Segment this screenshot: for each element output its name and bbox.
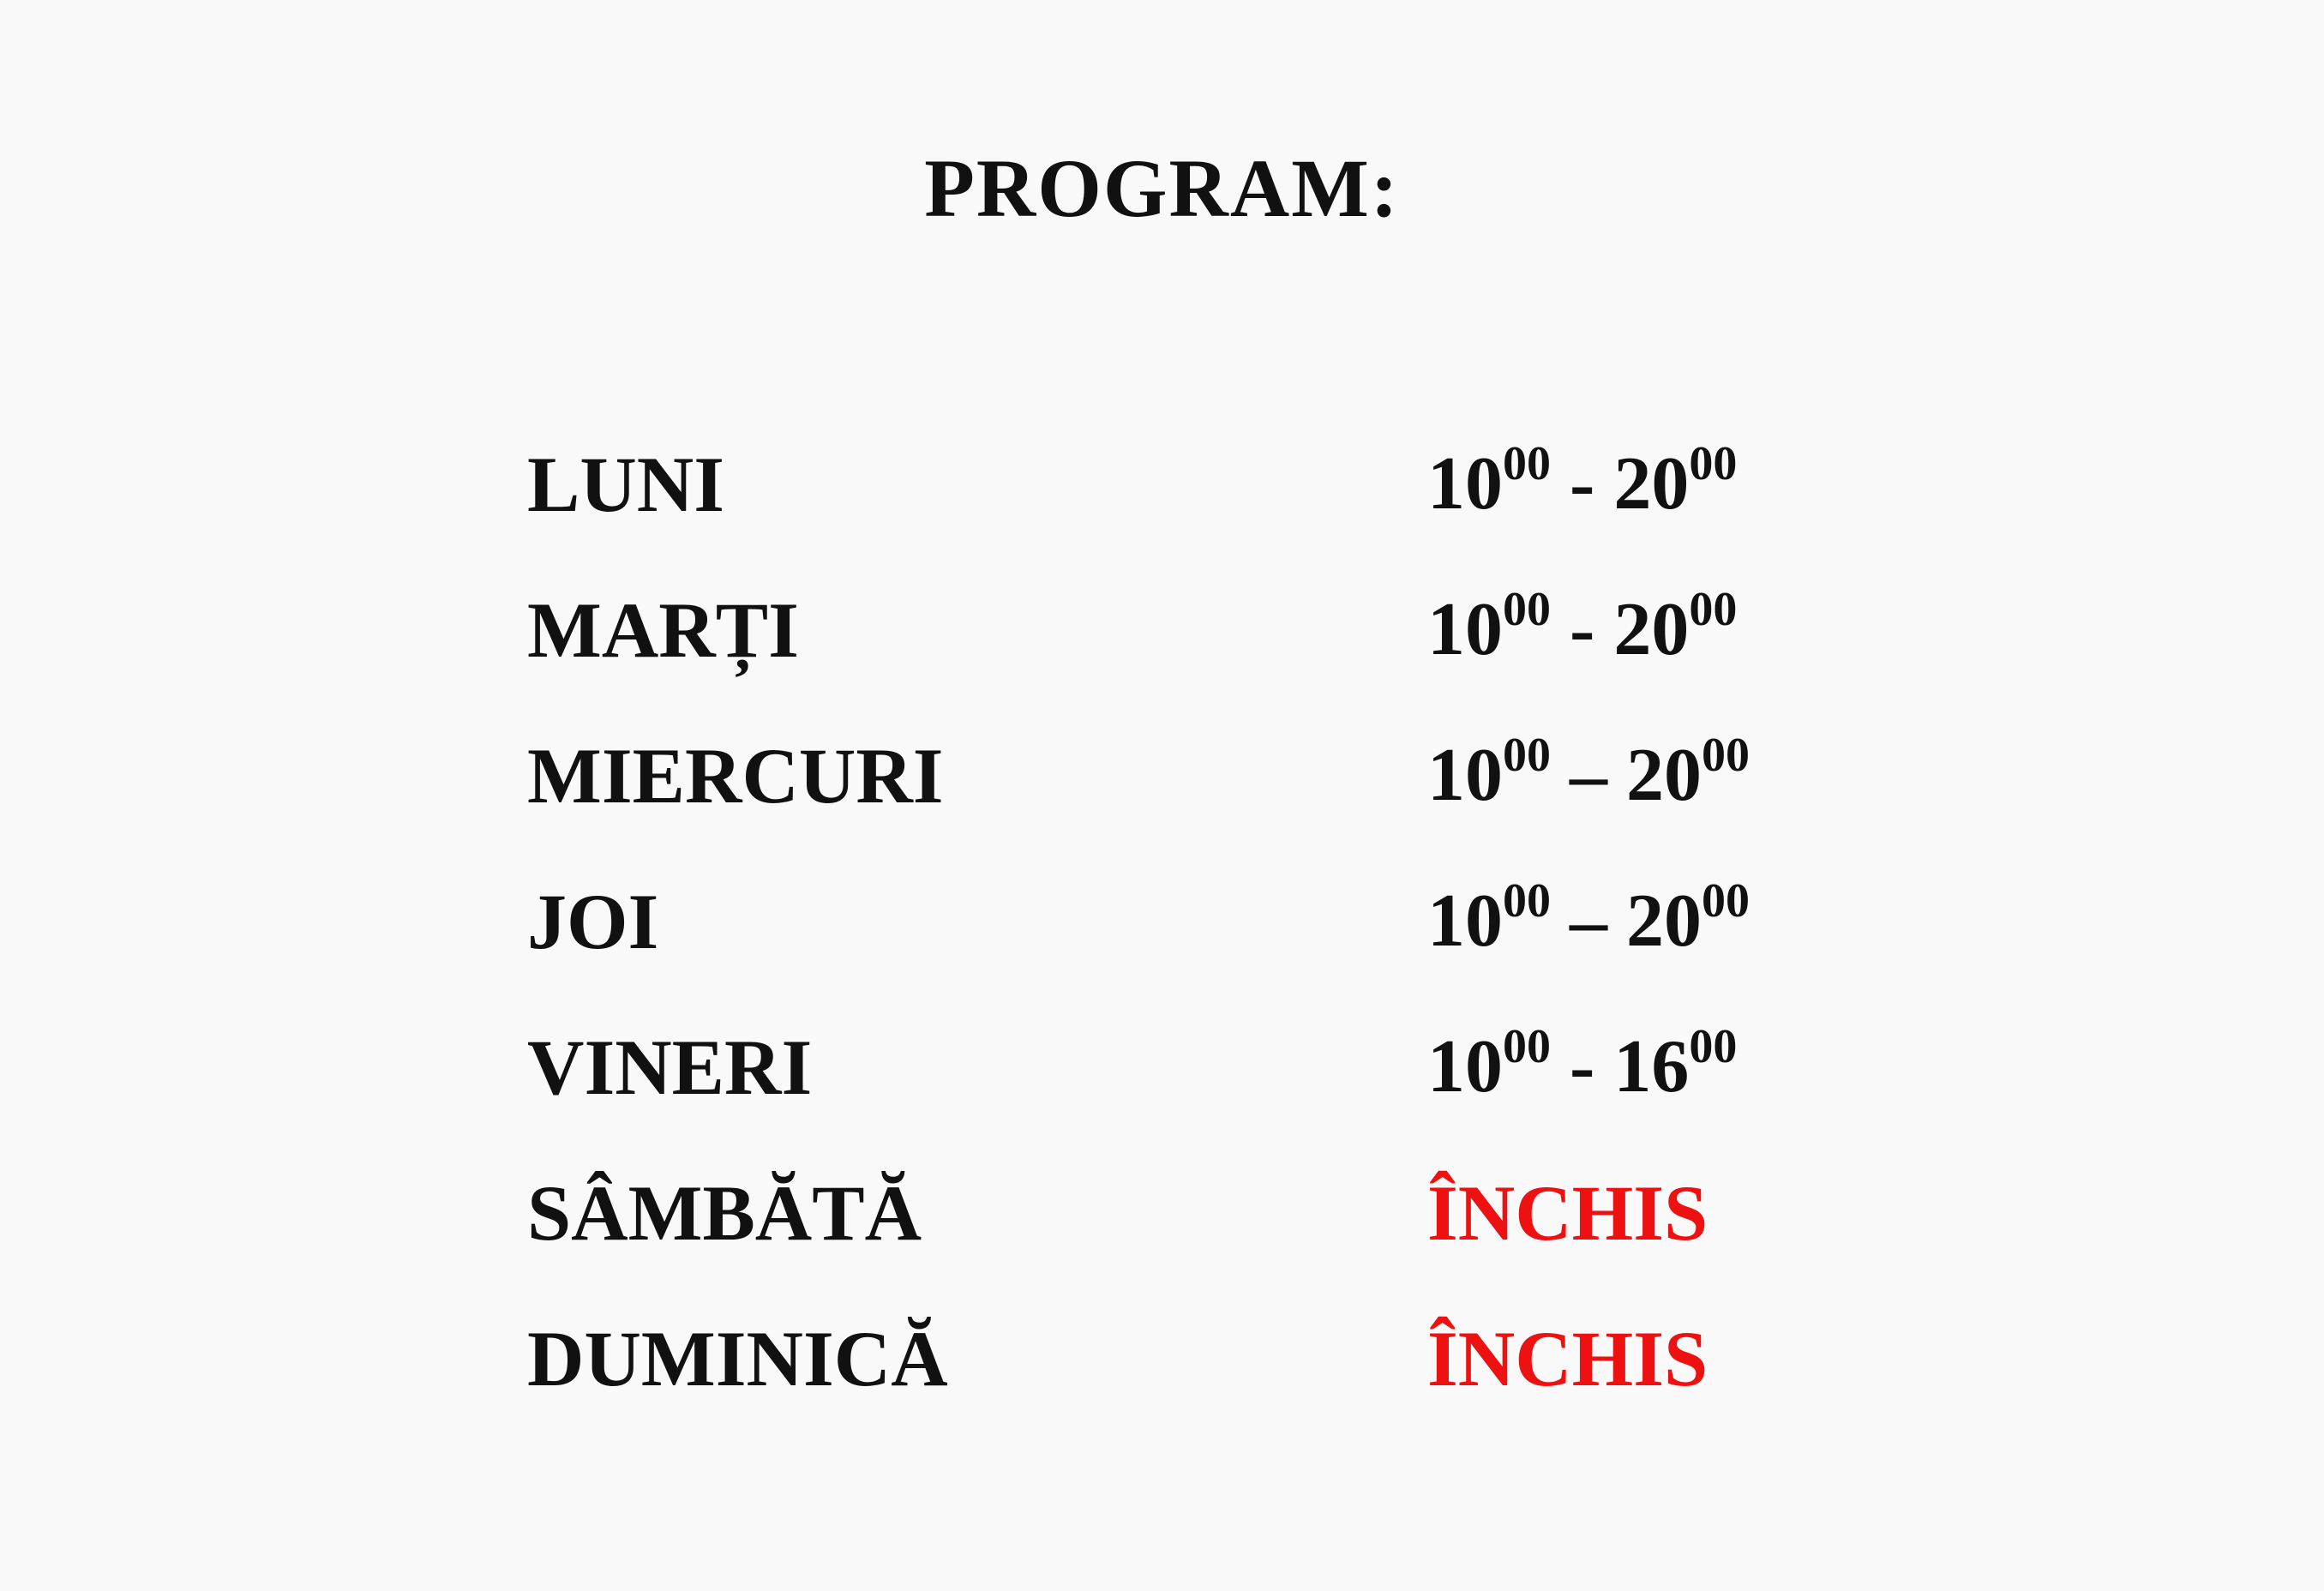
schedule-row-duminica (527, 1303, 1899, 1449)
schedule-row-sambata (527, 1157, 1899, 1303)
day-label: MIERCURI (527, 732, 944, 820)
opening-hours-table (527, 429, 1899, 1449)
schedule-row-vineri (527, 1012, 1899, 1157)
hours-value: $10^{00} - 20^{00}$ (1427, 583, 1738, 671)
day-label: SÂMBĂTĂ (527, 1169, 922, 1257)
schedule-row-joi (527, 866, 1899, 1012)
day-label: MARȚI (527, 586, 799, 674)
hours-value: $10^{00} - 16^{00}$ (1427, 1020, 1738, 1108)
day-label: DUMINICĂ (527, 1315, 948, 1402)
schedule-row-luni (527, 429, 1899, 574)
closed-status: ÎNCHIS (1427, 1169, 1708, 1257)
hours-value: $10^{00} - 20^{00}$ (1427, 874, 1750, 963)
schedule-row-marti (527, 574, 1899, 720)
schedule-row-miercuri (527, 720, 1899, 866)
day-label: LUNI (527, 441, 725, 528)
hours-value: $10^{00} - 20^{00}$ (1427, 729, 1750, 817)
page-title: PROGRAM: (924, 142, 1400, 234)
closed-status: ÎNCHIS (1427, 1315, 1708, 1402)
hours-value: $10^{00} - 20^{00}$ (1427, 437, 1738, 525)
day-label: JOI (527, 878, 659, 965)
day-label: VINERI (527, 1024, 813, 1111)
